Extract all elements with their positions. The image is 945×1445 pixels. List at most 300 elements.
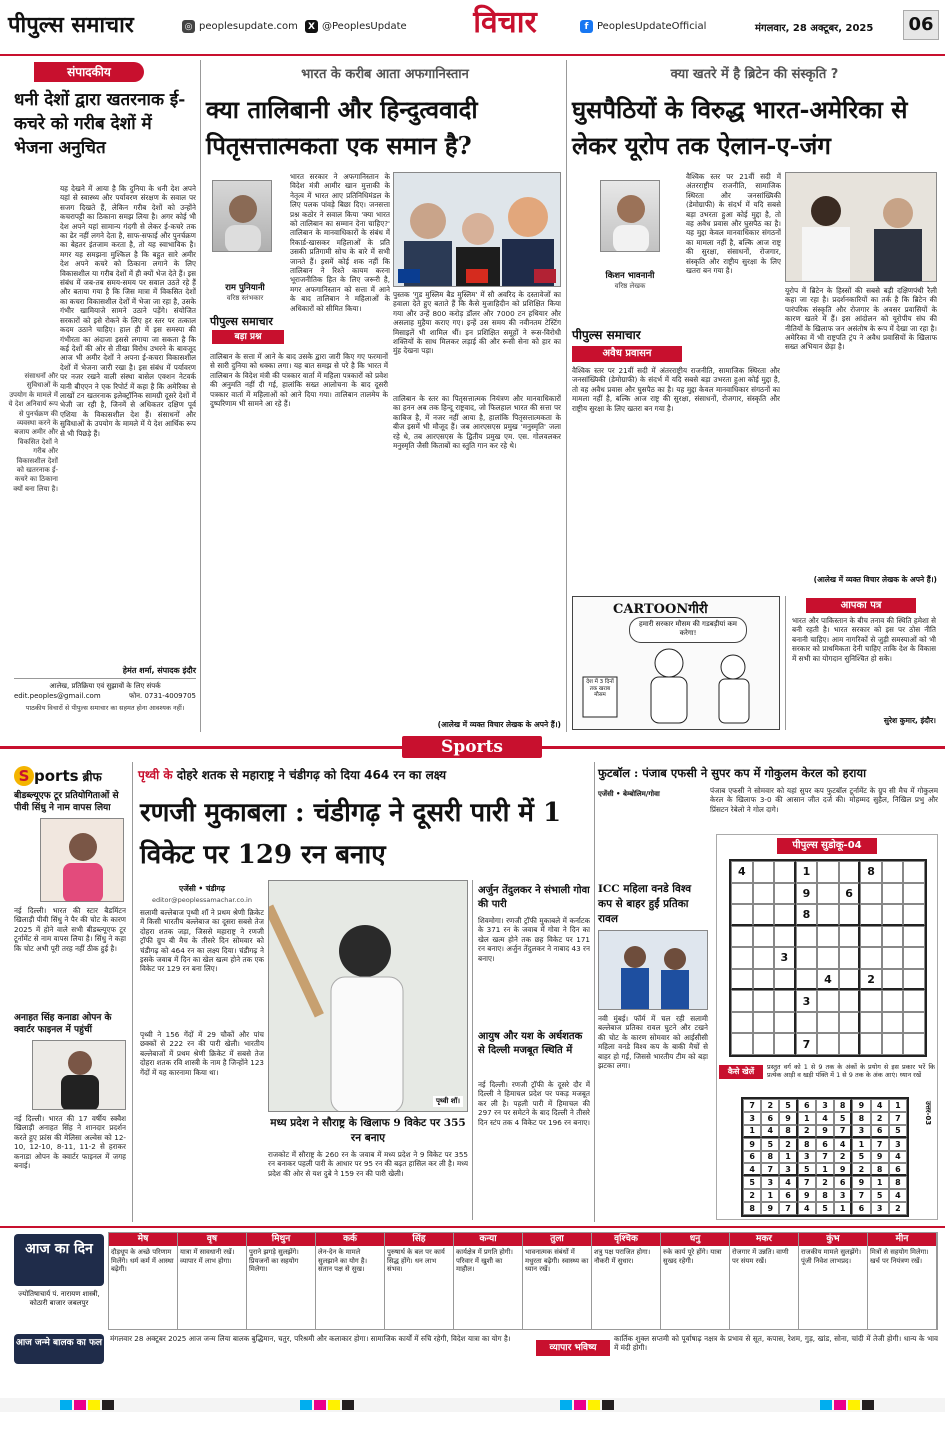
sudoku-puzzle-grid[interactable] <box>729 859 927 1057</box>
zodiac-name: मिथुन <box>247 1233 315 1246</box>
sudoku-cell[interactable]: 9 <box>796 883 818 905</box>
anahat-photo <box>32 1040 126 1110</box>
zodiac-sign <box>247 1233 316 1329</box>
article1-body-b: तालिबान के सत्ता में आने के बाद उसके द्वारा जारी किए गए फरमानों से सारी दुनिया को धक्का लगा। यह बात समझ से परे है कि भारत में तालिबान के विदेश मंत्री की पत्रकार वार्ता में महिला पत्रकारों को प्रवेश की अनुमति नहीं दी गई, हालांकि सख्त आलोचना के बाद दूसरी पत्रकार वार्ता में महिलाओं को आने दिया गया। तालिबान तालमेय के दुष्परिणाम भी सामने आ रहे हैं। <box>210 352 388 409</box>
sudoku-cell: 9 <box>798 1189 816 1202</box>
sudoku-cell[interactable] <box>731 926 753 948</box>
sudoku-cell[interactable] <box>817 947 839 969</box>
color-swatch <box>102 1400 114 1410</box>
author-photo <box>212 180 272 252</box>
sudoku-cell[interactable] <box>860 990 882 1012</box>
zodiac-text: लेन-देन के मामले सुलझाने का योग है। संतान पक्ष से सुख। <box>318 1248 368 1274</box>
sudoku-cell[interactable] <box>903 969 925 991</box>
sudoku-cell[interactable] <box>753 969 775 991</box>
sudoku-cell: 5 <box>816 1202 834 1215</box>
website-link[interactable]: ◎ peoplesupdate.com <box>182 20 298 33</box>
sudoku-cell[interactable] <box>839 926 861 948</box>
sudoku-cell[interactable] <box>774 904 796 926</box>
sudoku-cell[interactable] <box>903 883 925 905</box>
sudoku-cell[interactable] <box>796 926 818 948</box>
sudoku-cell: 3 <box>852 1125 870 1138</box>
sudoku-cell: 5 <box>779 1099 797 1112</box>
sudoku-cell: 8 <box>761 1151 779 1164</box>
sudoku-cell[interactable] <box>903 1012 925 1034</box>
zodiac-row <box>108 1232 938 1330</box>
zodiac-sign <box>316 1233 385 1329</box>
sudoku-cell: 9 <box>761 1202 779 1215</box>
today-label: आज का दिन <box>14 1234 104 1286</box>
registration-marks <box>0 1376 945 1445</box>
birth-text: मंगलवार 28 अक्टूबर 2025 आज जन्म लिया बालक बुद्धिमान, चतुर, परिश्रमी और कलाकार होगा। सामाजिक कार्यों में रुचि रहेगी, विदेश यात्रा का योग है। <box>110 1334 511 1343</box>
arjun-body: शिवमोगा। रणजी ट्रॉफी मुकाबले में कर्नाटक के 371 रन के जवाब में गोवा ने दिन का खेल खत्म होने तक छह विकेट पर 171 रन बनाए। अर्जुन तेंदुलकर ने नाबाद 43 रन बनाए। <box>478 916 590 963</box>
article2-body-b: यूरोप में ब्रिटेन के हिस्सों की सबसे बड़ी दक्षिणपंथी रैली कहा जा रहा है। प्रदर्शनकारियों का तर्क है कि ब्रिटेन की पारंपरिक संस्कृति और रोजगार के अवसर प्रवासियों के कारण खतरे में हैं। इस आंदोलन को यूरोपीय संघ की नीतियों के खिलाफ जन असंतोष के रूप में देखा जा रहा है। अमेरिका में भी राष्ट्रपति ट्रंप ने अवैध प्रवासियों के खिलाफ सख्त अभियान छेड़ा है। <box>785 286 937 352</box>
leaders-photo <box>393 172 561 287</box>
color-swatch <box>820 1400 832 1410</box>
sudoku-cell: 8 <box>743 1202 761 1215</box>
sudoku-cell[interactable]: 8 <box>796 904 818 926</box>
color-swatch <box>862 1400 874 1410</box>
zodiac-sign <box>661 1233 730 1329</box>
rawal-photo <box>598 930 708 1010</box>
brief1-headline: बीडब्ल्यूएफ टूर प्रतियोगिताओं से पीवी सिंधु ने नाम वापस लिया <box>14 791 119 813</box>
sudoku-cell[interactable] <box>796 947 818 969</box>
sudoku-cell[interactable] <box>860 947 882 969</box>
zodiac-text: शत्रु पक्ष पराजित होगा। नौकरी में सुधार। <box>594 1248 651 1265</box>
sudoku-cell: 7 <box>743 1099 761 1112</box>
sudoku-cell: 8 <box>816 1189 834 1202</box>
sudoku-cell[interactable] <box>882 904 904 926</box>
sudoku-cell: 8 <box>798 1138 816 1151</box>
color-swatch <box>848 1400 860 1410</box>
column-divider <box>472 880 473 1220</box>
sudoku-cell: 7 <box>779 1202 797 1215</box>
meeting-illustration <box>786 173 937 282</box>
sudoku-cell[interactable] <box>753 947 775 969</box>
sudoku-cell[interactable] <box>817 990 839 1012</box>
sudoku-cell: 5 <box>743 1176 761 1189</box>
arjun-headline: अर्जुन तेंदुलकर ने संभाली गोवा की पारी <box>478 885 590 910</box>
letters-signature: सुरेश कुमार, इंदौर। <box>883 716 936 725</box>
sudoku-cell: 2 <box>834 1151 852 1164</box>
sudoku-cell: 7 <box>761 1163 779 1176</box>
sudoku-box <box>716 834 938 1220</box>
sudoku-cell: 8 <box>852 1112 870 1125</box>
sports-s-icon: S <box>14 766 34 786</box>
column-label: अवैध प्रवासन <box>572 346 682 362</box>
zodiac-text: राजकीय मामले सुलझेंगे। पूंजी निवेश लाभप्रद। <box>801 1248 862 1265</box>
sudoku-cell[interactable] <box>774 926 796 948</box>
sudoku-cell[interactable] <box>839 861 861 883</box>
zodiac-name: तुला <box>523 1233 591 1246</box>
sudoku-cell[interactable] <box>753 883 775 905</box>
letters-box <box>785 596 937 730</box>
sudoku-cell[interactable] <box>882 926 904 948</box>
sudoku-cell[interactable] <box>774 1012 796 1034</box>
brief2-headline: अनाहत सिंह कनाडा ओपन के क्वार्टर फाइनल में पहुंचीं <box>14 1013 112 1035</box>
sports-brief-label: S ports ब्रीफ <box>14 764 134 788</box>
sudoku-cell[interactable]: 8 <box>860 861 882 883</box>
sudoku-cell: 3 <box>816 1099 834 1112</box>
sudoku-cell: 4 <box>889 1151 907 1164</box>
ranji-email[interactable]: editor@peoplessamachar.co.in <box>152 896 252 904</box>
sudoku-cell[interactable]: 4 <box>731 861 753 883</box>
sudoku-cell: 2 <box>871 1112 889 1125</box>
ranji-headline: रणजी मुकाबला : चंडीगढ़ ने दूसरी पारी में 1 विकेट पर 129 रन बनाए <box>140 798 562 870</box>
editorial-label: संपादकीय <box>34 62 144 82</box>
article1-footer: (आलेख में व्यक्त विचार लेखक के अपने हैं।) <box>437 720 561 729</box>
sudoku-cell[interactable] <box>839 947 861 969</box>
sudoku-cell[interactable] <box>882 947 904 969</box>
sudoku-cell[interactable] <box>860 1012 882 1034</box>
cartoon-box <box>572 596 780 730</box>
column-divider <box>132 762 133 1222</box>
facebook-icon: f <box>580 20 593 33</box>
color-swatch <box>560 1400 572 1410</box>
sudoku-cell: 6 <box>834 1176 852 1189</box>
issue-date: मंगलवार, 28 अक्टूबर, 2025 <box>755 23 874 34</box>
column-divider <box>200 60 201 732</box>
brief2-body: नई दिल्ली। भारत की 17 वर्षीय स्क्वैश खिलाड़ी अनाहत सिंह ने शानदार प्रदर्शन करते हुए फ्रांस की मेलिसा अल्वेस को 12-10, 12-10, 8-11, 11-2 से हराकर कनाडा ओपन के क्वार्टर फाइनल में जगह बनाई। <box>14 1114 126 1171</box>
sudoku-cell: 8 <box>834 1099 852 1112</box>
sudoku-answer-label: उत्तर-03 <box>924 1101 932 1126</box>
sudoku-cell[interactable] <box>774 861 796 883</box>
sudoku-cell: 4 <box>816 1112 834 1125</box>
color-swatch <box>60 1400 72 1410</box>
zodiac-sign <box>385 1233 454 1329</box>
zodiac-text: पुरुषार्थ के बल पर कार्य सिद्ध होंगे। धन लाभ संभव। <box>387 1248 445 1274</box>
sudoku-cell: 6 <box>743 1151 761 1164</box>
zodiac-name: मेष <box>109 1233 177 1246</box>
color-swatch <box>602 1400 614 1410</box>
sudoku-cell[interactable] <box>753 926 775 948</box>
sudoku-cell: 6 <box>871 1125 889 1138</box>
zodiac-name: कन्या <box>454 1233 522 1246</box>
sudoku-cell: 9 <box>871 1151 889 1164</box>
zodiac-sign <box>109 1233 178 1329</box>
sudoku-cell[interactable]: 1 <box>796 861 818 883</box>
sudoku-cell: 8 <box>889 1176 907 1189</box>
cartoon-label: CARTOONगीरी <box>613 602 708 617</box>
zodiac-text: रोजगार में उन्नति। वाणी पर संयम रखें। <box>732 1248 789 1265</box>
author-photo <box>600 180 660 252</box>
color-swatch <box>342 1400 354 1410</box>
sudoku-cell[interactable] <box>860 883 882 905</box>
sudoku-cell[interactable] <box>882 1033 904 1055</box>
sudoku-cell[interactable]: 6 <box>839 883 861 905</box>
ayush-body: नई दिल्ली। रणजी ट्रॉफी के दूसरे दौर में दिल्ली ने हिमाचल प्रदेश पर पकड़ मजबूत कर ली है। पहली पारी में हिमाचल की 297 रन पर समेटने के बाद दिल्ली ने तीसरे दिन स्टंप तक 4 विकेट पर 196 रन बनाए। <box>478 1080 590 1127</box>
sudoku-cell[interactable] <box>817 1012 839 1034</box>
photo-caption: पृथ्वी शॉ। <box>433 1096 463 1107</box>
leaders-meeting-photo <box>785 172 937 282</box>
brief1-body: नई दिल्ली। भारत की स्टार बैडमिंटन खिलाड़ी पीवी सिंधु ने पैर की चोट के कारण 2025 में होने वाले सभी बीडब्ल्यूएफ टूर टूर्नामेंट से नाम वापस लिया है। सिंधु ने कहा कि चोट अभी पूरी तरह नहीं ठीक हुई है। <box>14 906 126 953</box>
sudoku-cell: 5 <box>852 1151 870 1164</box>
sindhu-photo <box>40 818 124 902</box>
sudoku-cell: 9 <box>816 1125 834 1138</box>
sudoku-cell[interactable] <box>839 1033 861 1055</box>
sudoku-cell[interactable] <box>753 861 775 883</box>
sudoku-cell[interactable] <box>817 883 839 905</box>
speech-bubble: हमारी सरकार मौसम की गडबड़ीयां कम करेगा! <box>629 617 747 643</box>
sports-section-label: Sports <box>402 736 542 758</box>
section-title: विचार <box>473 5 537 40</box>
three-leaders-illustration <box>394 173 561 287</box>
sudoku-cell[interactable] <box>753 990 775 1012</box>
sudoku-cell: 9 <box>852 1099 870 1112</box>
sudoku-cell: 4 <box>889 1189 907 1202</box>
ranji-body-b: पृथ्वी ने 156 गेंदों में 29 चौकों और पांच छक्कों से 222 रन की पारी खेली। भारतीय बल्लेबाजों में प्रथम श्रेणी क्रिकेट में सबसे तेज दोहरा शतक रवि शास्त्री के नाम है जिन्होंने 123 गेंदों में यह कारनामा किया था। <box>140 1030 264 1077</box>
zodiac-text: यात्रा में सावधानी रखें। व्यापार में लाभ होगा। <box>180 1248 235 1265</box>
zodiac-name: मीन <box>868 1233 936 1246</box>
sudoku-cell[interactable] <box>774 883 796 905</box>
zodiac-name: सिंह <box>385 1233 453 1246</box>
sudoku-cell[interactable] <box>860 926 882 948</box>
article1-body-d: तालिबान के स्तर का पितृसत्तात्मक नियंत्रण और मानवाधिकारों का हनन अब तक हिन्दू राष्ट्रवाद, जो फिलहाल भारत की सत्ता पर काबिज है, में नजर नहीं आया है, हालांकि पितृसत्तात्मकता के बीज इसमें भी मौजूद हैं। जब आरएसएस प्रमुख 'मनुस्मृति' जला रहे थे, तब आरएसएस के द्वितीय प्रमुख एम. एस. गोलवलकर मनुस्मृति जैसी किताबों का स्तुति गान कर रहे थे। <box>393 394 561 451</box>
sudoku-cell[interactable] <box>796 1012 818 1034</box>
x-twitter-icon: X <box>305 20 318 33</box>
color-swatch <box>574 1400 586 1410</box>
color-swatch <box>588 1400 600 1410</box>
sudoku-cell: 3 <box>798 1151 816 1164</box>
mp-headline: मध्य प्रदेश ने सौराष्ट्र के खिलाफ 9 विकेट पर 355 रन बनाए <box>270 1117 466 1144</box>
sudoku-cell: 3 <box>834 1189 852 1202</box>
sudoku-cell: 7 <box>798 1176 816 1189</box>
prithvi-photo <box>268 880 468 1112</box>
sudoku-cell[interactable] <box>839 1012 861 1034</box>
sudoku-cell[interactable] <box>882 883 904 905</box>
sudoku-cell: 6 <box>779 1189 797 1202</box>
cartoon-sign: देश में 3 दिनों तक खराब मौसम <box>586 679 614 698</box>
sudoku-cell[interactable] <box>903 947 925 969</box>
sudoku-cell[interactable] <box>903 990 925 1012</box>
sudoku-cell: 9 <box>779 1112 797 1125</box>
article2-author: किशन भावनानी <box>605 271 655 281</box>
newspaper-logo-small: पीपुल्स समाचार <box>572 328 641 342</box>
sudoku-cell: 9 <box>743 1138 761 1151</box>
sudoku-cell: 8 <box>779 1125 797 1138</box>
zodiac-name: वृष <box>178 1233 246 1246</box>
sudoku-cell: 1 <box>761 1189 779 1202</box>
player-illustration <box>33 1041 126 1110</box>
article1-kicker: भारत के करीब आता अफगानिस्तान <box>301 67 469 82</box>
sudoku-cell[interactable] <box>882 1012 904 1034</box>
article2-author-role: वरिष्ठ लेखक <box>614 282 646 290</box>
sudoku-cell: 4 <box>834 1138 852 1151</box>
article2-kicker: क्या खतरे में है ब्रिटेन की संस्कृति ? <box>670 67 839 82</box>
zodiac-sign <box>730 1233 799 1329</box>
article1-body-c: पुस्तक 'गुड मुस्लिम बैड मुस्लिम' में सौ अवरिद के दस्तावेजों का हवाला देते हुए बताते हैं कि कैसे मुजाहिदीन को प्रशिक्षित किया गया और उन्हें 800 करोड़ डॉलर और 7000 टन हथियार और असलाह मुहैया कराए गए। इन्हें उस समय की नवीनतम टेस्टिंग मिसाइलें भी शामिल थीं। इन प्रशिक्षित समूहों ने रूस-विरोधी शक्तियों के साथ मिलकर लड़ाई की और रूसी सेना को हार का मुंह देखना पड़ा। <box>393 290 561 356</box>
sudoku-cell: 1 <box>889 1099 907 1112</box>
newspaper-logo: पीपुल्स समाचार <box>8 12 134 38</box>
zodiac-text: दौड़धूप के अच्छे परिणाम मिलेंगे। धर्म कर्म में आस्था बढ़ेगी। <box>111 1248 174 1274</box>
zodiac-name: धनु <box>661 1233 729 1246</box>
sudoku-cell[interactable] <box>817 861 839 883</box>
color-swatch <box>314 1400 326 1410</box>
contact-phone: फोन. 0731-4009705 <box>128 692 196 700</box>
sudoku-cell: 8 <box>871 1163 889 1176</box>
sudoku-cell: 2 <box>816 1176 834 1189</box>
sudoku-cell: 3 <box>779 1163 797 1176</box>
sudoku-cell: 5 <box>834 1112 852 1125</box>
sudoku-cell: 7 <box>834 1125 852 1138</box>
sudoku-cell[interactable] <box>753 1033 775 1055</box>
sudoku-cell[interactable] <box>731 969 753 991</box>
article1-body-a: भारत सरकार ने अफगानिस्तान के विदेश मंत्री आमीर खान मुत्ताकी के नेतृत्व में भारत आए प्रतिनिधिमंडल के लिए पलक पांवड़े बिछा दिए। जनसत्ता प्रश्न कठोर ने सवाल किया 'क्या भारत को तालिबान का सम्मान देना चाहिए?' तालिबान के मानवाधिकारों के संबंध में रिकार्ड-खासकर महिलाओं के प्रति उसकी प्रतिगामी सोच के बारे में सभी जानते हैं। इसमें कोई शक नहीं कि तालिबान ने रिश्ते कायम करना भूराजनीतिक हित के लिए जरूरी है, मगर अफगानिस्तान को सत्ता में आने के बाद तालिबान ने महिलाओं के अधिकारों को सीमित किया। <box>290 172 390 313</box>
sudoku-cell[interactable] <box>774 1033 796 1055</box>
zodiac-text: पुराने झगड़े सुलझेंगे। प्रियजनों का सहयोग मिलेगा। <box>249 1248 299 1274</box>
sudoku-cell[interactable] <box>774 969 796 991</box>
sudoku-cell[interactable] <box>882 969 904 991</box>
sudoku-cell[interactable] <box>903 861 925 883</box>
sudoku-cell: 6 <box>889 1163 907 1176</box>
sudoku-cell[interactable] <box>731 947 753 969</box>
football-headline: फुटबॉल : पंजाब एफसी ने सुपर कप में गोकुलम केरल को हराया <box>598 766 867 780</box>
sudoku-cell[interactable] <box>731 990 753 1012</box>
sudoku-rules-label: कैसे खेलें <box>719 1065 763 1079</box>
birth-label: आज जन्मे बालक का फल <box>14 1334 104 1364</box>
sudoku-cell: 7 <box>816 1151 834 1164</box>
sudoku-cell[interactable]: 3 <box>774 947 796 969</box>
player-illustration <box>41 819 124 902</box>
sudoku-cell[interactable] <box>860 904 882 926</box>
sudoku-cell: 7 <box>852 1189 870 1202</box>
divider <box>14 678 196 679</box>
zodiac-sign <box>592 1233 661 1329</box>
zodiac-name: कुंभ <box>799 1233 867 1246</box>
sudoku-cell[interactable] <box>731 904 753 926</box>
contact-details <box>14 692 196 701</box>
sudoku-cell: 7 <box>871 1138 889 1151</box>
article1-author-role: वरिष्ठ स्तंभकार <box>226 294 264 302</box>
page-number: 06 <box>903 10 939 40</box>
sudoku-cell[interactable]: 7 <box>796 1033 818 1055</box>
sudoku-cell: 2 <box>798 1125 816 1138</box>
sudoku-cell[interactable]: 3 <box>796 990 818 1012</box>
article2-body-c: वैश्विक स्तर पर 21वीं सदी में अंतरराष्ट्रीय राजनीति, सामाजिक स्थिरता और जनसांख्यिकी (डेमोग्राफी) के संदर्भ में यदि सबसे बड़ा उभरता हुआ कोई मुद्दा है, तो वह अवैध प्रवास और घुसपैठ का है। यह मुद्दा केवल मानवाधिकार संगठनों का मामला नहीं है, बल्कि आज राष्ट्र की सुरक्षा, संसाधनों, रोजगार, संस्कृति और राष्ट्रीय सुरक्षा के लिए खतरा बन गया है। <box>572 366 780 413</box>
sudoku-cell[interactable] <box>817 1033 839 1055</box>
zodiac-sign <box>868 1233 937 1329</box>
sudoku-cell: 2 <box>889 1202 907 1215</box>
sudoku-cell: 2 <box>852 1163 870 1176</box>
sudoku-cell: 4 <box>761 1125 779 1138</box>
contact-email[interactable]: edit.peoples@gmail.com <box>14 692 101 700</box>
sudoku-cell: 1 <box>798 1112 816 1125</box>
mp-body: राजकोट में सौराष्ट्र के 260 रन के जवाब में मध्य प्रदेश ने 9 विकेट पर 355 रन बनाकर पहली पारी के आधार पर 95 रन की बढ़त हासिल कर ली है। मध्य प्रदेश की ओर से यश दुबे ने 159 रन की पारी खेली। <box>268 1150 468 1178</box>
sudoku-cell: 2 <box>779 1138 797 1151</box>
person-icon <box>213 181 272 252</box>
players-illustration <box>599 931 708 1010</box>
sudoku-cell: 4 <box>779 1176 797 1189</box>
sudoku-cell[interactable] <box>882 861 904 883</box>
ranji-body-a: सलामी बल्लेबाज पृथ्वी शॉ ने प्रथम श्रेणी क्रिकेट में किसी भारतीय बल्लेबाज का दूसरा सबसे तेज दोहरा शतक जड़ा, जिससे महाराष्ट्र ने रणजी ट्रॉफी ग्रुप बी मैच के तीसरे दिन सोमवार को चंडीगढ़ को 464 रन का लक्ष्य दिया। चंडीगढ़ ने इसके जवाब में दिन का खेल खत्म होने तक एक विकेट पर 129 रन बना लिए। <box>140 908 264 974</box>
sudoku-cell[interactable] <box>839 990 861 1012</box>
sudoku-cell: 9 <box>852 1176 870 1189</box>
sudoku-cell: 3 <box>761 1176 779 1189</box>
editorial-headline: धनी देशों द्वारा खतरनाक ई-कचरे को गरीब देशों में भेजना अनुचित <box>14 90 186 158</box>
zodiac-text: रुके कार्य पूरे होंगे। यात्रा सुखद रहेगी। <box>663 1248 722 1265</box>
sudoku-cell[interactable] <box>753 904 775 926</box>
contact-note: आलेख, प्रतिक्रिया एवं सुझावों के लिए संपर्क <box>49 682 161 690</box>
color-swatch <box>834 1400 846 1410</box>
sudoku-cell[interactable]: 2 <box>860 969 882 991</box>
article2-headline: घुसपैठियों के विरुद्ध भारत-अमेरिका से लेकर यूरोप तक ऐलान-ए-जंग <box>572 95 908 160</box>
sudoku-cell[interactable] <box>903 1033 925 1055</box>
sudoku-label: पीपुल्स सुडोकू-04 <box>777 838 877 854</box>
masthead <box>0 0 945 56</box>
sudoku-cell: 1 <box>871 1176 889 1189</box>
sudoku-cell: 4 <box>743 1163 761 1176</box>
sudoku-cell: 1 <box>743 1125 761 1138</box>
sudoku-answer-grid <box>741 1097 909 1217</box>
sudoku-cell[interactable]: 4 <box>817 969 839 991</box>
sudoku-cell[interactable] <box>903 926 925 948</box>
editorial-pullquote: संसाधनों और सुविधाओं के उपयोग के मामले में ये देश अनिवार्य रूप से पुनर्चक्रण की व्यवस्था करने के बजाय अमीर और विकसित देशों ने गरीब और विकासशील देशों को खतरनाक ई-कचरे का ठिकाना क्यों बना लिया है। <box>8 372 58 493</box>
sudoku-cell[interactable] <box>839 904 861 926</box>
batsman-illustration <box>269 881 468 1112</box>
sudoku-cell: 5 <box>761 1138 779 1151</box>
sudoku-cell: 6 <box>852 1202 870 1215</box>
twitter-handle[interactable]: X @PeoplesUpdate <box>305 20 407 33</box>
editorial-signature: हेमंत शर्मा, संपादक इंदौर <box>122 666 196 675</box>
football-body: पंजाब एफसी ने सोमवार को यहां सुपर कप फुटबॉल टूर्नामेंट के ग्रुप सी मैच में गोकुलम केरल के खिलाफ 3-0 की आसान जीत दर्ज की। मोहम्मद सुहैल, निखिल प्रभु और प्रिंसटन रेबेलो ने गोल दागे। <box>710 786 938 814</box>
person-icon <box>601 181 660 252</box>
sudoku-cell: 3 <box>871 1202 889 1215</box>
sudoku-cell: 2 <box>743 1189 761 1202</box>
letters-body: भारत और पाकिस्तान के बीच तनाव की स्थिति हमेशा से बनी रहती है। भारत सरकार को इस पर ठोस नीति बनानी चाहिए। आम नागरिकों से जुड़ी समस्याओं को भी सरकार को प्राथमिकता देनी चाहिए ताकि देश के विकास में सभी का योगदान सुनिश्चित हो सके। <box>792 616 936 663</box>
sudoku-cell: 6 <box>816 1138 834 1151</box>
zodiac-name: वृश्चिक <box>592 1233 660 1246</box>
sudoku-cell: 1 <box>779 1151 797 1164</box>
ranji-kicker: पृथ्वी के दोहरे शतक से महाराष्ट्र ने चंडीगढ़ को दिया 464 रन का लक्ष्य <box>138 768 447 782</box>
editorial-body: यह देखने में आया है कि दुनिया के धनी देश अपने यहां से स्वास्थ्य और पर्यावरण संरक्षण के सवाल पर सजग दिखते हैं, लेकिन गरीब देशों को उन्होंने कचरापट्टी का ठिकाना समझ लिया है। अगर कोई भी देश अपने यहां सामान्य गंदगी से लेकर ई-कचरे तक का ढेर नहीं लगने देता है, साफ-सफाई और पुनर्चक्रण का बेहतर इंतजाम करता है, तो यह स्वाभाविक है। मगर यह समझना मुश्किल है कि बहुत सारे अमीर देश अपने कचरे को ठिकाना लगाने के लिए विकासशील या गरीब देशों में ही क्यों भेज देते हैं। इस संबंध में जब-तब समय-समय पर सवाल उठते रहे हैं और बताया गया है कि जिस मात्रा में विकसित देशों का कचरा विकासशील देशों में भेजा जा रहा है, उसके गंभीर खामियाजे सामने उठाने पड़ेंगे। संयोजित सरकारों को इसे रोकने के लिए हर स्तर पर तत्काल कदम उठाने चाहिए। हाल ही में इस समस्या की गंभीरता का अंदाजा इससे लगाया जा सकता है कि कई देशों की ओर से तीखा विरोध उभरने के बावजूद आज भी अमीर देशों ने अपना ई-कचरा विकासशील देशों में भेजना जारी रखा है। इस संबंध में पर्यावरण पर नजर रखने वाली संस्था बासेल एक्शन नेटवर्क यानी बीएएन ने एक रिपोर्ट में कहा है कि अमेरिका से लाखों टन खतरनाक इलेक्ट्रॉनिक सामग्री दूसरे देशों में भेजी जा रही है, जिनमें से अधिकतर दक्षिण पूर्व एशिया के विकासशील देश हैं। संसाधनों और सुविधाओं के उपयोग के मामले में ये देश आर्थिक रूप से भी पिछड़े हैं। <box>60 184 196 438</box>
sudoku-cell: 9 <box>834 1163 852 1176</box>
zodiac-name: मकर <box>730 1233 798 1246</box>
sudoku-cell[interactable] <box>753 1012 775 1034</box>
facebook-handle[interactable]: f PeoplesUpdateOfficial <box>580 20 706 33</box>
disclaimer: पाठकीय विचारों से पीपुल्स समाचार का सहमत होना आवश्यक नहीं। <box>25 704 185 712</box>
ranji-byline: एजेंसी • चंडीगढ़ <box>179 884 225 893</box>
sudoku-cell[interactable] <box>817 904 839 926</box>
sudoku-cell: 1 <box>834 1202 852 1215</box>
sudoku-cell: 5 <box>798 1163 816 1176</box>
sudoku-cell[interactable] <box>796 969 818 991</box>
color-swatch <box>88 1400 100 1410</box>
zodiac-sign <box>523 1233 592 1329</box>
zodiac-sign <box>178 1233 247 1329</box>
sudoku-cell: 3 <box>889 1138 907 1151</box>
color-swatch <box>328 1400 340 1410</box>
sudoku-cell: 3 <box>743 1112 761 1125</box>
sudoku-cell[interactable] <box>882 990 904 1012</box>
sudoku-cell[interactable] <box>731 883 753 905</box>
sudoku-cell[interactable] <box>839 969 861 991</box>
zodiac-text: मित्रों से सहयोग मिलेगा। खर्च पर नियंत्रण रखें। <box>870 1248 929 1265</box>
sudoku-cell[interactable] <box>731 1033 753 1055</box>
sudoku-cell[interactable] <box>731 1012 753 1034</box>
sudoku-cell[interactable] <box>903 904 925 926</box>
divider <box>0 1226 945 1228</box>
sudoku-cell: 5 <box>871 1189 889 1202</box>
sudoku-cell: 1 <box>816 1163 834 1176</box>
print-color-strip <box>0 1376 945 1445</box>
column-label: बड़ा प्रश्न <box>212 330 284 344</box>
ayush-headline: आयुष और यश के अर्धशतक से दिल्ली मजबूत स्थिति में <box>478 1031 583 1056</box>
column-divider <box>594 762 595 1222</box>
newspaper-logo-small: पीपुल्स समाचार <box>210 315 273 328</box>
sudoku-cell[interactable] <box>860 1033 882 1055</box>
icc-headline: ICC महिला वनडे विश्व कप से बाहर हुईं प्रतिका रावल <box>598 883 692 925</box>
sudoku-cell[interactable] <box>817 926 839 948</box>
sudoku-cell[interactable] <box>774 990 796 1012</box>
